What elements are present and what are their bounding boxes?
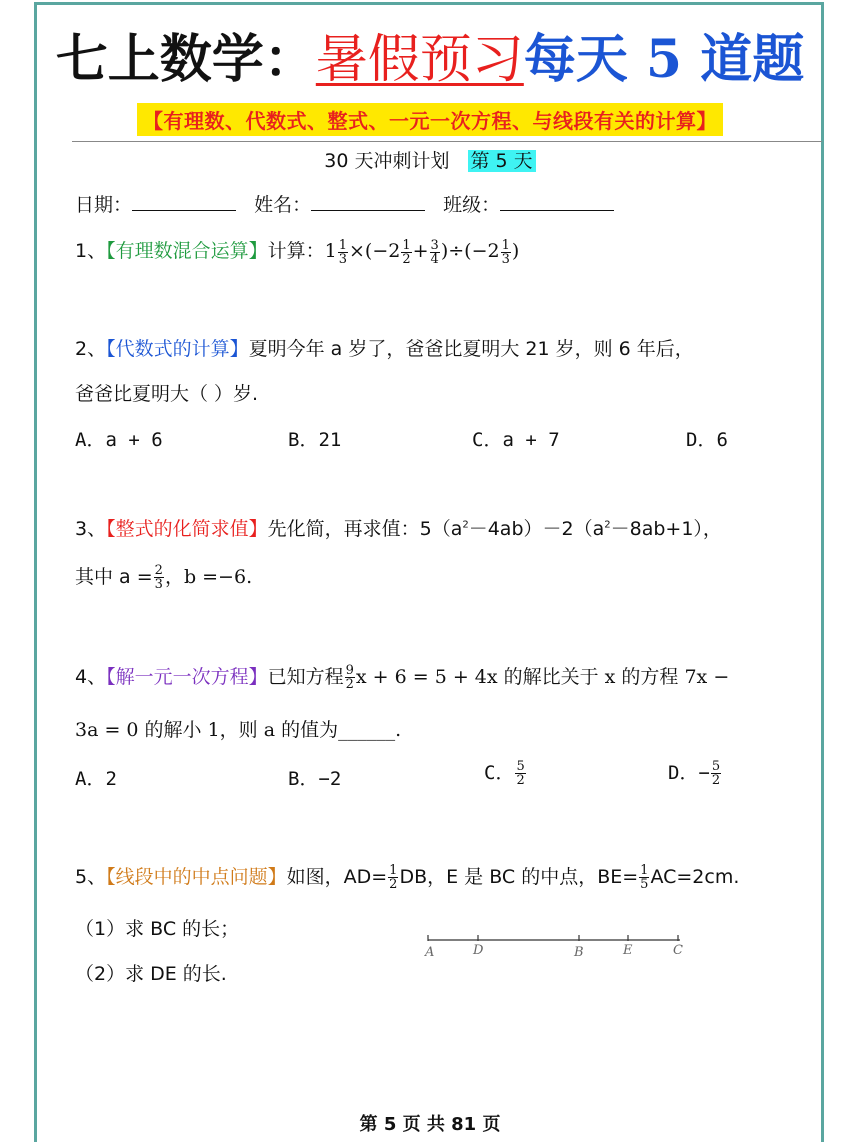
plan-line (0, 146, 860, 173)
q1-tag: 【有理数混合运算】 (106, 240, 268, 262)
point-a: A (425, 945, 435, 960)
segment-diagram (422, 928, 692, 962)
page-footer: 第 5 页 共 81 页 (359, 1114, 501, 1135)
q3-line1-b: －4ab）－2（a (468, 518, 605, 540)
q4-option-a[interactable]: A．2 (75, 768, 117, 790)
plan-label: 30 天冲刺计划 (324, 150, 450, 172)
point-e: E (623, 943, 633, 958)
q3-line1-a: 先化简，再求值：5（a (267, 518, 463, 540)
q1-frac-c-den: 4 (430, 251, 439, 267)
class-field[interactable] (500, 194, 614, 211)
date-field[interactable] (132, 194, 236, 211)
q4-option-c-label: C． (484, 762, 515, 784)
q5-line1-c: AC=2cm. (650, 866, 740, 888)
q4-option-c-num: 5 (516, 759, 525, 774)
q5-number: 5、 (75, 866, 107, 888)
q1-frac-a-den: 3 (338, 251, 347, 267)
q1-mid2: + (412, 240, 429, 262)
q4-option-b[interactable]: B．−2 (288, 768, 342, 790)
q4-option-d-frac (711, 760, 721, 787)
q3-frac-num: 2 (154, 563, 163, 578)
q1-frac-d (501, 239, 511, 266)
q4-tag: 【解一元一次方程】 (106, 666, 268, 688)
q4-frac-num: 9 (345, 663, 354, 678)
date-label: 日期： (75, 194, 133, 216)
q1-expr (324, 237, 520, 267)
q1-end: ) (511, 240, 520, 262)
q4-frac (345, 664, 355, 691)
q4-option-d-label: D．− (668, 762, 710, 784)
day-badge: 第 5 天 (468, 150, 536, 172)
q3-frac (154, 564, 164, 591)
q4-option-c-frac (515, 760, 525, 787)
title-part1: 七上数学： (55, 30, 316, 90)
q2-line2: 爸爸比夏明大（ ）岁. (75, 383, 259, 405)
q2-option-c[interactable]: C．a + 7 (472, 429, 560, 451)
q4-frac-den: 2 (345, 677, 354, 692)
q2-option-a[interactable]: A．a + 6 (75, 429, 163, 451)
q5-tag: 【线段中的中点问题】 (106, 866, 287, 888)
q3-tag: 【整式的化简求值】 (106, 518, 268, 540)
q2-option-b[interactable]: B．21 (288, 429, 342, 451)
title-part2: 暑假预习 (315, 30, 524, 90)
name-field[interactable] (311, 194, 425, 211)
q4-line1-b: x + 6 = 5 + 4x 的解比关于 x 的方程 7x − (355, 666, 730, 688)
q4-option-c[interactable] (484, 758, 527, 787)
q4-option-d[interactable] (668, 758, 722, 787)
question-1 (75, 236, 519, 266)
question-3 (75, 514, 722, 541)
q5-line1-b: DB，E 是 BC 的中点，BE= (399, 866, 639, 888)
q5-frac2-den: 5 (640, 877, 649, 892)
q1-mid3: )÷(−2 (440, 240, 500, 262)
q4-lead: 已知方程 (267, 666, 344, 688)
q3-sup2: 2 (604, 519, 611, 531)
q4-number: 4、 (75, 666, 107, 688)
subtitle-wrap (0, 103, 860, 136)
q1-mid1: ×(−2 (349, 240, 401, 262)
q5-line1-a: 如图，AD= (286, 866, 388, 888)
q5-sub1: （1）求 BC 的长； (75, 918, 240, 940)
point-d: D (473, 943, 484, 958)
question-5 (75, 862, 739, 891)
q5-frac2 (639, 864, 649, 891)
q5-frac2-num: 1 (640, 863, 649, 878)
q1-frac-b (401, 239, 411, 266)
q3-number: 3、 (75, 518, 107, 540)
q3-line2-a: 其中 a = (75, 566, 153, 588)
q1-frac-b-num: 1 (402, 237, 411, 253)
q4-line2-row (75, 715, 401, 742)
q1-lead: 计算： (267, 240, 325, 262)
q2-option-d[interactable]: D．6 (686, 429, 728, 451)
q1-number: 1、 (75, 240, 107, 262)
title-part3: 每天 5 道题 (523, 29, 805, 90)
q5-sub2: （2）求 DE 的长. (75, 963, 227, 985)
q4-option-c-den: 2 (516, 773, 525, 788)
q2-line2-row (75, 379, 258, 406)
q1-frac-b-den: 2 (402, 251, 411, 267)
page-title (0, 20, 860, 100)
point-b: B (574, 945, 584, 960)
q4-line2: 3a = 0 的解小 1，则 a 的值为______. (75, 719, 402, 741)
question-4 (75, 662, 729, 691)
q3-line2-row (75, 562, 252, 591)
q1-frac-c-num: 3 (430, 237, 439, 253)
q3-frac-den: 3 (154, 577, 163, 592)
q1-a-whole: 1 (324, 240, 337, 262)
meta-line (75, 190, 614, 217)
q2-line1: 夏明今年 a 岁了，爸爸比夏明大 21 岁，则 6 年后， (248, 338, 694, 360)
point-c: C (673, 943, 683, 958)
class-label: 班级： (443, 194, 501, 216)
q3-sup1: 2 (462, 519, 469, 531)
q1-frac-d-num: 1 (501, 237, 510, 253)
q1-frac-a-num: 1 (338, 237, 347, 253)
divider (72, 141, 822, 142)
q3-line2-b: ，b =−6. (164, 566, 253, 588)
name-label: 姓名： (254, 194, 312, 216)
subtitle: 【有理数、代数式、整式、一元一次方程、与线段有关的计算】 (137, 103, 723, 136)
q3-line1-c: －8ab+1）， (610, 518, 722, 540)
q4-option-d-den: 2 (711, 773, 721, 788)
q1-frac-a (338, 239, 348, 266)
q4-option-d-num: 5 (711, 759, 721, 774)
q5-frac1-den: 2 (389, 877, 398, 892)
q1-frac-c (430, 239, 440, 266)
q1-frac-d-den: 3 (501, 251, 510, 267)
question-2 (75, 334, 694, 361)
q2-tag: 【代数式的计算】 (106, 338, 249, 360)
q5-frac1-num: 1 (389, 863, 398, 878)
q2-number: 2、 (75, 338, 107, 360)
q5-frac1 (388, 864, 398, 891)
